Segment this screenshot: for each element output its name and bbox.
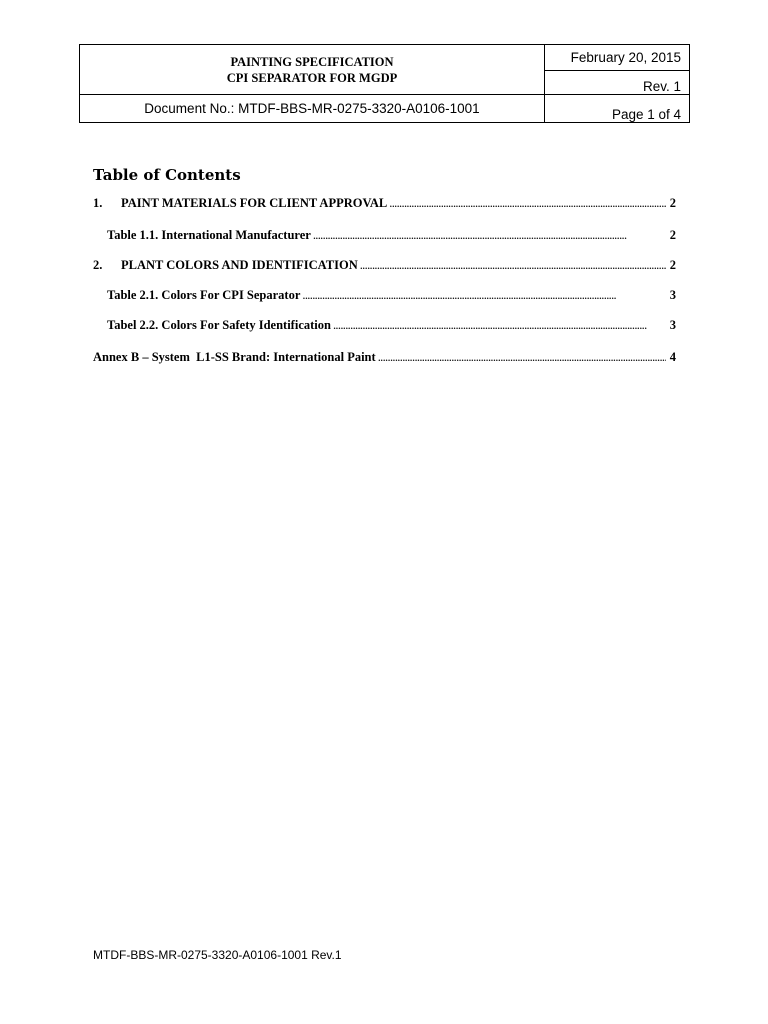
document-title [80, 45, 545, 95]
toc-entry-title: PLANT COLORS AND IDENTIFICATION [121, 258, 358, 272]
page-footer: MTDF-BBS-MR-0275-3320-A0106-1001 Rev.1 [93, 948, 342, 962]
document-revision: Rev. 1 [545, 71, 690, 95]
toc-entry-page: 2 [669, 228, 676, 242]
toc-dot-leader [378, 350, 666, 365]
title-line-2: CPI SEPARATOR FOR MGDP [226, 70, 398, 85]
document-header [79, 44, 690, 123]
toc-dot-leader [389, 196, 666, 211]
toc-entry-title: Table 2.1. Colors For CPI Separator [107, 288, 301, 302]
toc-entry-page: 4 [669, 350, 676, 364]
toc-entry-title: PAINT MATERIALS FOR CLIENT APPROVAL [121, 196, 388, 210]
document-date: February 20, 2015 [545, 45, 690, 71]
toc-entry-table-2-2[interactable] [107, 318, 676, 333]
document-number: Document No.: MTDF-BBS-MR-0275-3320-A0106-1001 [80, 95, 545, 123]
toc-entry-page: 3 [669, 318, 676, 332]
toc-dot-leader [313, 228, 666, 243]
toc-entry-table-2-1[interactable] [107, 288, 676, 303]
toc-entry-page: 2 [669, 196, 676, 210]
toc-entry-page: 3 [669, 288, 676, 302]
toc-heading: Table of Contents [93, 166, 241, 184]
toc-dot-leader [333, 318, 666, 333]
toc-dot-leader [302, 288, 666, 303]
toc-entry-title: Table 1.1. International Manufacturer [107, 228, 311, 242]
toc-entry-title: Tabel 2.2. Colors For Safety Identification [107, 318, 331, 332]
toc-dot-leader [360, 258, 666, 273]
toc-entry-paint-materials[interactable] [93, 196, 676, 211]
toc-entry-page: 2 [669, 258, 676, 272]
toc-entry-annex-b[interactable] [93, 350, 676, 365]
toc-entry-number: 2. [93, 258, 103, 272]
toc-entry-plant-colors[interactable] [93, 258, 676, 273]
page-number: Page 1 of 4 [545, 95, 690, 123]
toc-entry-table-1-1[interactable] [107, 228, 676, 243]
title-line-1: PAINTING SPECIFICATION [230, 54, 394, 69]
toc-entry-title: Annex B – System L1-SS Brand: International Paint [93, 350, 376, 364]
toc-entry-number: 1. [93, 196, 103, 210]
